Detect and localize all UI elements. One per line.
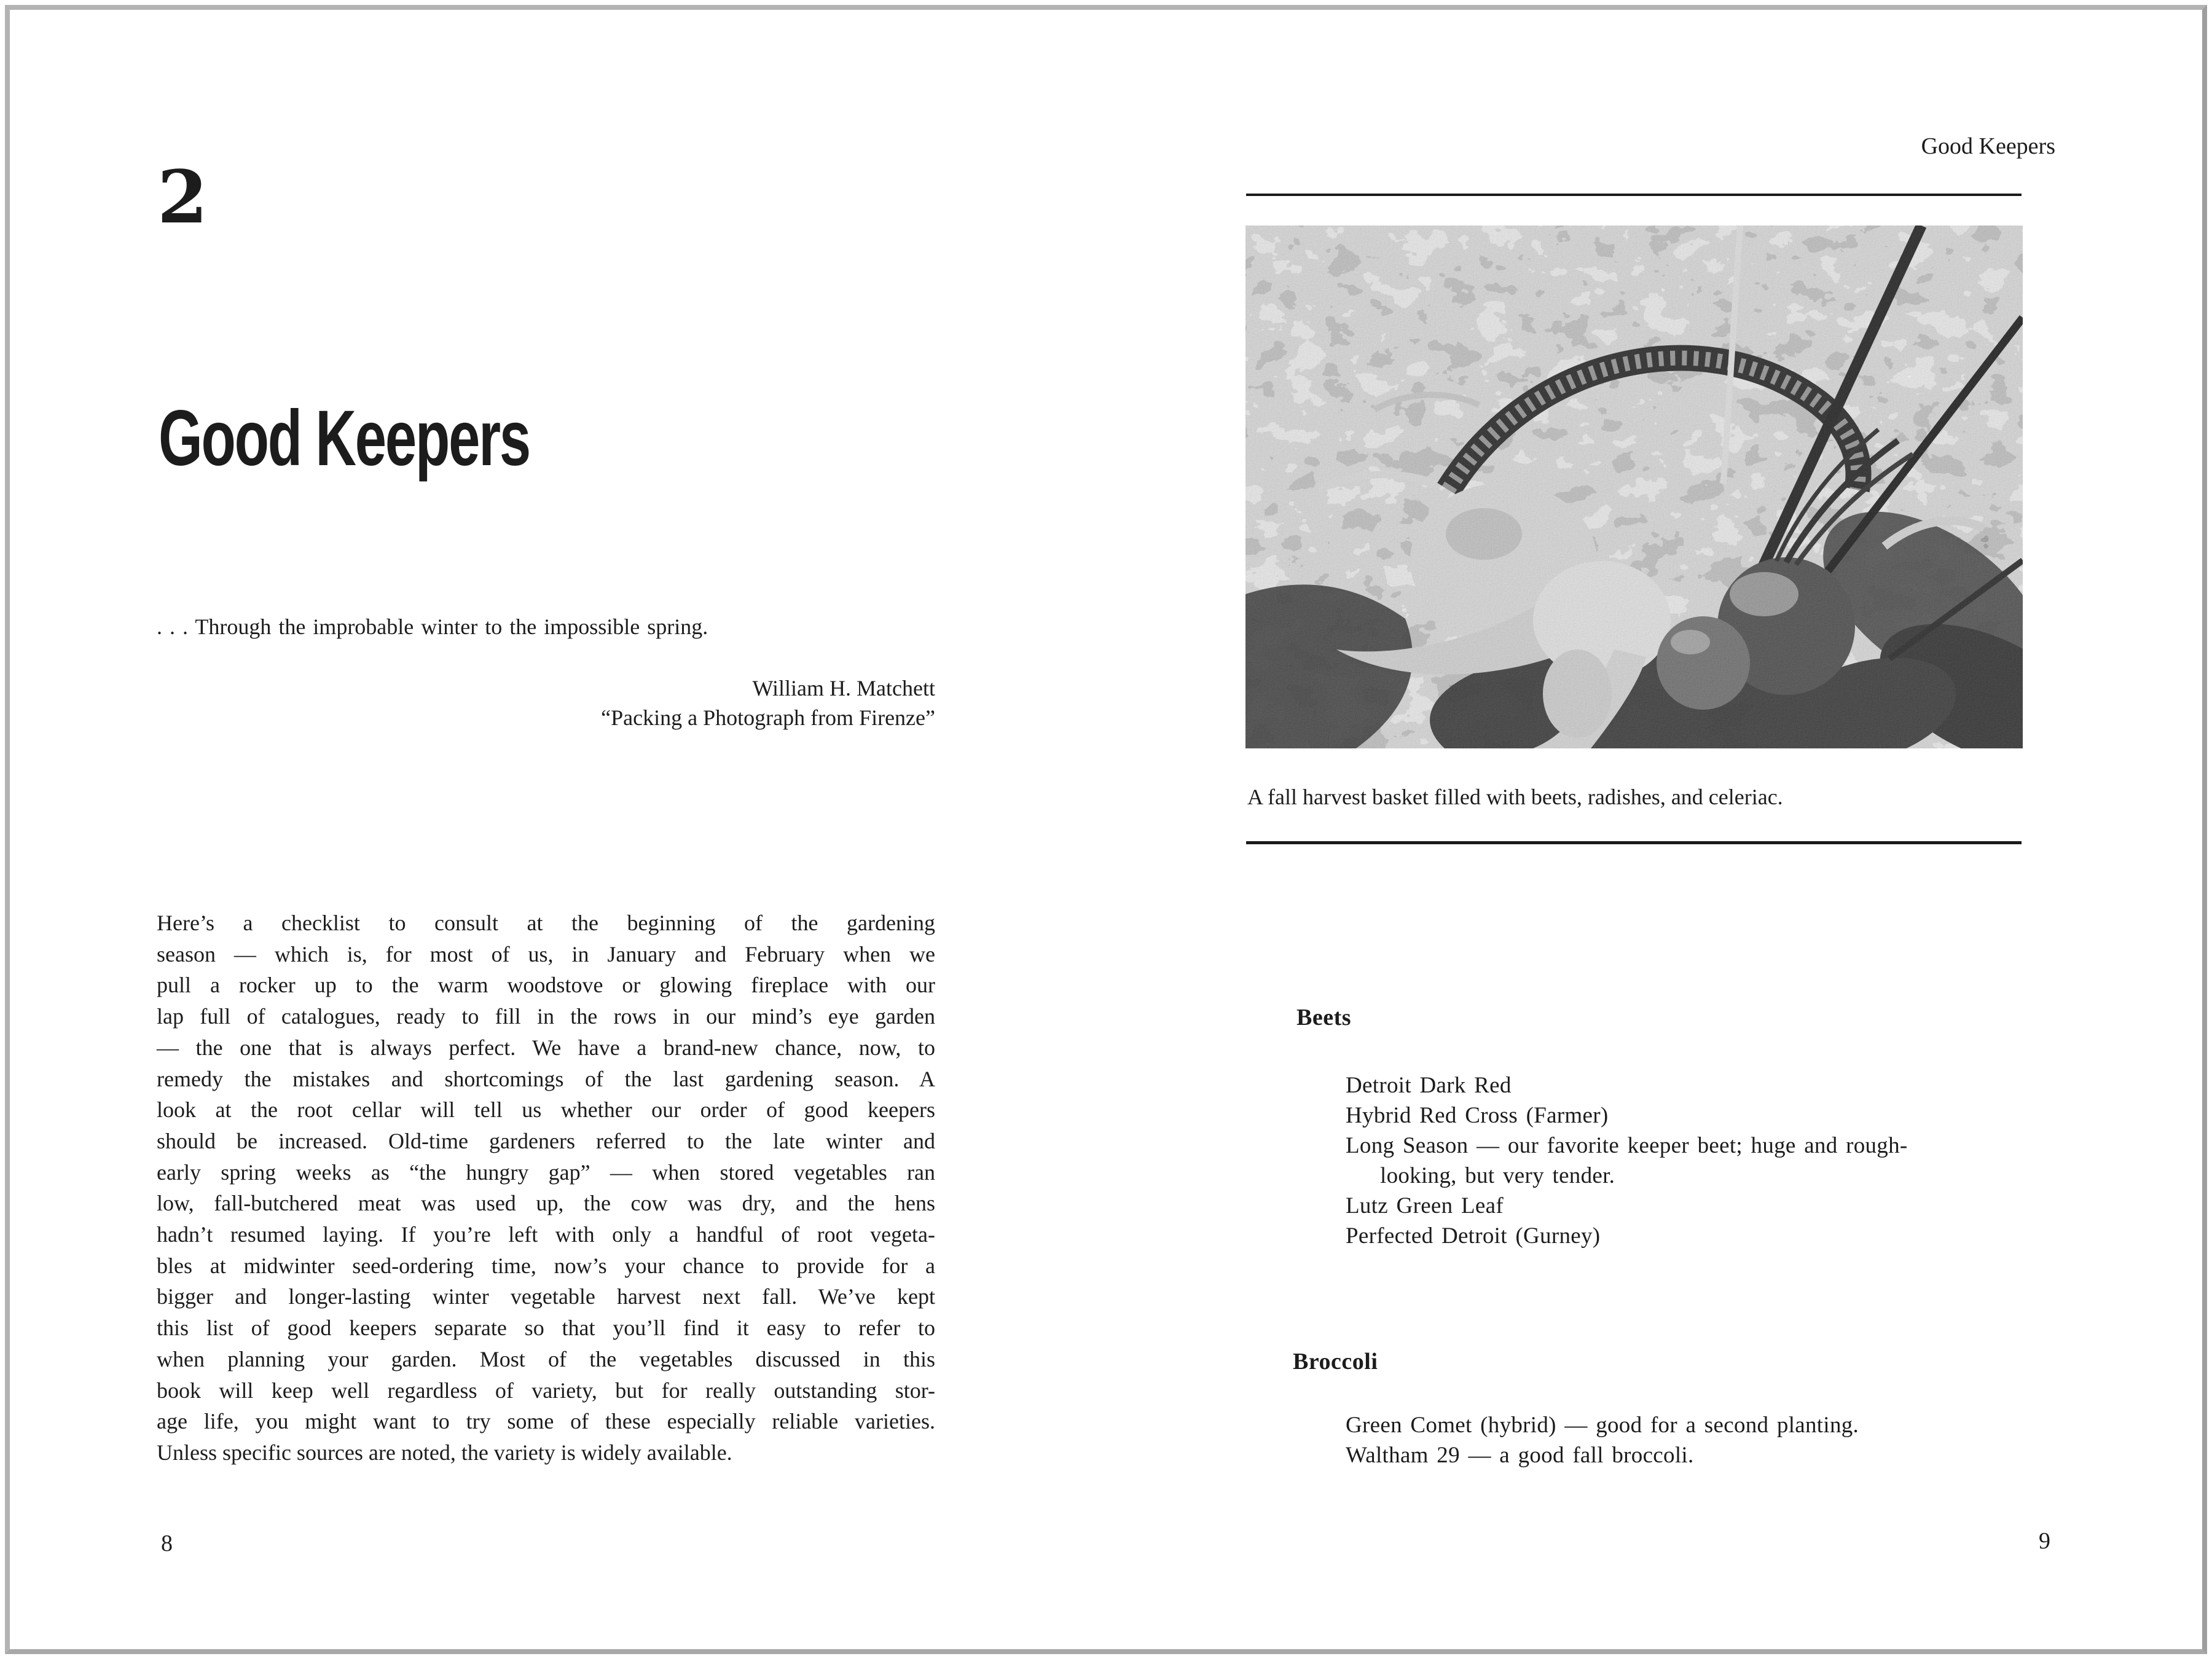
variety-list-item: Long Season — our favorite keeper beet; huge and rough-: [1346, 1133, 1908, 1158]
section-items-beets: [1346, 1070, 1908, 1251]
epigraph: . . . Through the improbable winter to the impossible spring.: [157, 614, 708, 639]
body-line: Unless specific sources are noted, the variety is widely available.: [157, 1440, 732, 1465]
body-line: lap full of catalogues, ready to fill in the rows in our mind’s eye garden: [157, 1004, 935, 1029]
top-rule: [1246, 194, 2022, 196]
variety-list-item: looking, but very tender.: [1380, 1163, 1615, 1188]
body-line: — the one that is always perfect. We have a brand-new chance, now, to: [157, 1035, 935, 1060]
epigraph-attribution: [157, 673, 935, 732]
body-line: should be increased. Old-time gardeners referred to the late winter and: [157, 1128, 935, 1153]
bottom-rule: [1246, 841, 2022, 844]
page-number-right: 9: [2039, 1528, 2050, 1554]
page-number-left: 8: [161, 1531, 173, 1556]
variety-list-item: Hybrid Red Cross (Farmer): [1346, 1103, 1609, 1128]
body-line: when planning your garden. Most of the vegetables discussed in this: [157, 1346, 935, 1371]
chapter-number: 2: [157, 154, 208, 240]
harvest-photo: [1245, 226, 2023, 748]
attribution-line: “Packing a Photograph from Firenze”: [601, 705, 935, 730]
chapter-title: [159, 394, 674, 482]
harvest-photo-illustration: [1245, 226, 2023, 748]
body-line: pull a rocker up to the warm woodstove or glowing fireplace with our: [157, 973, 935, 998]
variety-list-item: Waltham 29 — a good fall broccoli.: [1346, 1443, 1694, 1468]
photo-caption: A fall harvest basket filled with beets, radishes, and celeriac.: [1247, 785, 1783, 809]
variety-list-item: Lutz Green Leaf: [1346, 1193, 1504, 1218]
body-line: book will keep well regardless of variety, but for really outstanding stor-: [157, 1378, 935, 1403]
body-line: hadn’t resumed laying. If you’re left with only a handful of root vegeta-: [157, 1222, 935, 1247]
body-paragraph: [157, 908, 935, 1469]
variety-list-item: Detroit Dark Red: [1346, 1073, 1512, 1098]
body-line: remedy the mistakes and shortcomings of the last gardening season. A: [157, 1066, 935, 1091]
section-items-broccoli: [1346, 1410, 1859, 1470]
running-header: Good Keepers: [1921, 133, 2055, 159]
body-line: bigger and longer-lasting winter vegetable harvest next fall. We’ve kept: [157, 1284, 935, 1309]
section-heading-beets: Beets: [1296, 1005, 1352, 1030]
body-line: season — which is, for most of us, in January and February when we: [157, 941, 935, 967]
attribution-line: William H. Matchett: [752, 676, 935, 700]
chapter-title-text: Good Keepers: [159, 394, 530, 482]
variety-list-item: Green Comet (hybrid) — good for a second planting.: [1346, 1413, 1859, 1438]
body-line: Here’s a checklist to consult at the beginning of the gardening: [157, 911, 935, 935]
body-line: look at the root cellar will tell us whether our order of good keepers: [157, 1097, 935, 1123]
body-line: low, fall-butchered meat was used up, the cow was dry, and the hens: [157, 1191, 935, 1216]
body-line: age life, you might want to try some of these especially reliable varieties.: [157, 1409, 935, 1434]
variety-list-item: Perfected Detroit (Gurney): [1346, 1223, 1601, 1249]
body-line: bles at midwinter seed-ordering time, now’s your chance to provide for a: [157, 1253, 935, 1278]
body-line: early spring weeks as “the hungry gap” — when stored vegetables ran: [157, 1159, 935, 1185]
body-line: this list of good keepers separate so that you’ll find it easy to refer to: [157, 1316, 935, 1341]
section-heading-broccoli: Broccoli: [1293, 1349, 1378, 1375]
